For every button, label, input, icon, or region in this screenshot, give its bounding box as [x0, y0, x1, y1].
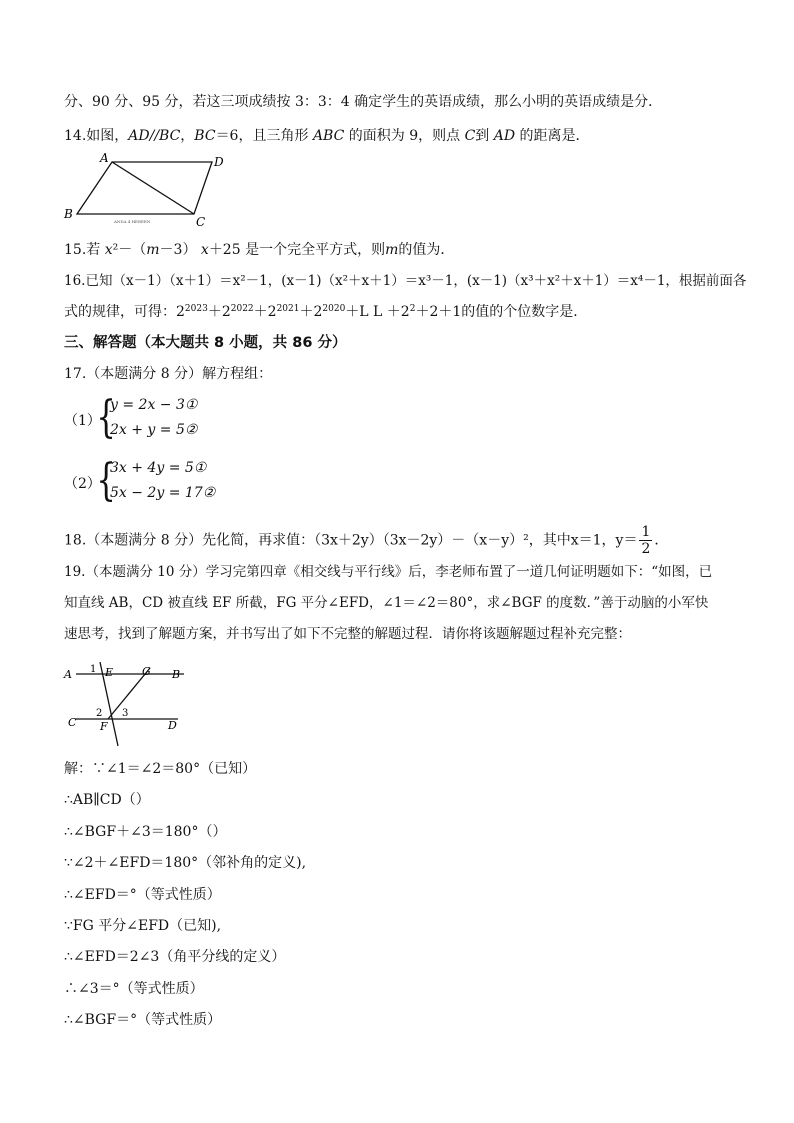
q19-line2: 知直线 AB，CD 被直线 EF 所截，FG 平分∠EFD，∠1＝∠2＝80°，求∠BGF 的度数．”善于动脑的小军快: [64, 595, 709, 611]
q19-label-d: D: [168, 719, 177, 732]
q19-label-b: B: [172, 668, 181, 681]
q19-step-7: ∴∠EFD＝2∠3（角平分线的定义）: [64, 949, 286, 965]
q19-step-3: ∴∠BGF＋∠3＝180°（）: [64, 824, 227, 840]
q17-title: 17.（本题满分 8 分）解方程组：: [64, 366, 273, 382]
q14-watermark: ANDA 4 HEREEN: [114, 219, 151, 224]
q14-label-b: B: [64, 207, 73, 221]
document-page: 分、90 分、95 分，若这三项成绩按 3：3：4 确定学生的英语成绩，那么小明的英语成绩是分． 14.如图，AD//BC，BC＝6，且三角形 ABC 的面积为 9，则点 C到 AD 的距离是． A D B C ANDA 4 HEREEN 15.若 x²－（m－3） x＋25 是一个完全平方式，则m的值为． 16.已知（x－1）（x＋1）＝x²－1，(x－1)（x²＋x＋1）＝x³－1，(x－1)（x³＋x²＋x＋1）＝x⁴－1，根据前面各 式的规律，可得：$2^{2023}+2^{2022}+2^{2021}+2^{2020}+L$ $L +2^2+2+1$的值的个位数字是． 三、解答题（本大题共 8 小题，共 86 分） 17.（本题满分 8 分）解方程组： （1） { y = 2x − 3① 2x + y = 5② （2） { 3x + 4y = 5① 5x − 2y = 17② 18.（本题满分 8 分）先化简，再求值：（3x＋2y）（3x－2y）－（x－y）²，其中x＝1，y＝ $\frac{1}{2}$ ． 19.（本题满分 10 分）学习完第四章《相交线与平行线》后，李老师布置了一道几何证明题如下：“如图，已 知直线 AB，CD 被直线 EF 所截，FG 平分∠EFD，∠1＝∠2＝80°，求∠BGF 的度数．”善于动脑的小军快 速思考，找到了解题方案，并书写出了如下不完整的解题过程．请你将该题解题过程补充完整： A B C D E F G 1 2 3 解：∵∠1＝∠2＝80°（已知） ∴AB∥CD（） ∴∠BGF＋∠3＝180°（） ∵∠2＋∠EFD＝180°（邻补角的定义), ∴∠EFD＝°（等式性质） ∵FG 平分∠EFD（已知), ∴∠EFD＝2∠3（角平分线的定义） ∴∠3＝°（等式性质） ∴∠BGF＝°（等式性质）: [64, 94, 747, 1028]
q19-label-c: C: [68, 716, 77, 729]
q19-label-a: A: [64, 668, 72, 681]
brace-icon: {: [96, 455, 116, 506]
q14-label-c: C: [196, 215, 206, 229]
q19-step-9: ∴∠BGF＝°（等式性质）: [64, 1012, 222, 1028]
q18-text: 18.（本题满分 8 分）先化简，再求值：（3x＋2y）（3x－2y）－（x－y）²，其中x＝1，y＝ $\frac{1}{2}$ ．: [64, 524, 669, 557]
q19-line1: 19.（本题满分 10 分）学习完第四章《相交线与平行线》后，李老师布置了一道几何证明题如下：“如图，已: [64, 564, 713, 580]
q19-step-2: ∴AB∥CD（）: [64, 792, 150, 808]
q19-step-4: ∵∠2＋∠EFD＝180°（邻补角的定义),: [64, 855, 307, 871]
q14-figure: [62, 150, 222, 230]
q19-label-g: G: [142, 665, 151, 678]
q14-text: 14.如图，AD//BC，BC＝6，且三角形 ABC 的面积为 9，则点 C到 AD 的距离是．: [64, 128, 590, 144]
section-3-heading: 三、解答题（本大题共 8 小题，共 86 分）: [64, 335, 347, 351]
q19-step-5: ∴∠EFD＝°（等式性质）: [64, 887, 221, 903]
q15-text: 15.若 x²－（m－3） x＋25 是一个完全平方式，则m的值为．: [64, 242, 455, 258]
q13-tail: 分、90 分、95 分，若这三项成绩按 3：3：4 确定学生的英语成绩，那么小明的英语成绩是分．: [64, 94, 663, 110]
q16-line2: 式的规律，可得：$2^{2023}+2^{2022}+2^{2021}+2^{2020}+L$ $L +2^2+2+1$的值的个位数字是．: [64, 304, 588, 320]
q14-label-a: A: [100, 151, 109, 165]
q19-label-f: F: [100, 720, 108, 733]
q14-label-d: D: [214, 155, 224, 169]
q19-figure: [62, 660, 192, 750]
q19-angle-2: 2: [96, 708, 103, 719]
q16-line1: 16.已知（x－1）（x＋1）＝x²－1，(x－1)（x²＋x＋1）＝x³－1，(x－1)（x³＋x²＋x＋1）＝x⁴－1，根据前面各: [64, 273, 747, 289]
q19-angle-3: 3: [122, 708, 129, 719]
q19-line3: 速思考，找到了解题方案，并书写出了如下不完整的解题过程．请你将该题解题过程补充完整：: [64, 626, 631, 642]
q19-step-8: ∴∠3＝°（等式性质）: [64, 981, 204, 997]
q19-step-6: ∵FG 平分∠EFD（已知),: [64, 918, 222, 934]
fraction: $\frac{1}{2}$: [641, 524, 651, 557]
brace-icon: {: [96, 392, 116, 443]
q19-label-e: E: [105, 666, 114, 679]
q19-step-1: 解：∵∠1＝∠2＝80°（已知）: [64, 761, 257, 777]
q19-angle-1: 1: [90, 664, 97, 675]
